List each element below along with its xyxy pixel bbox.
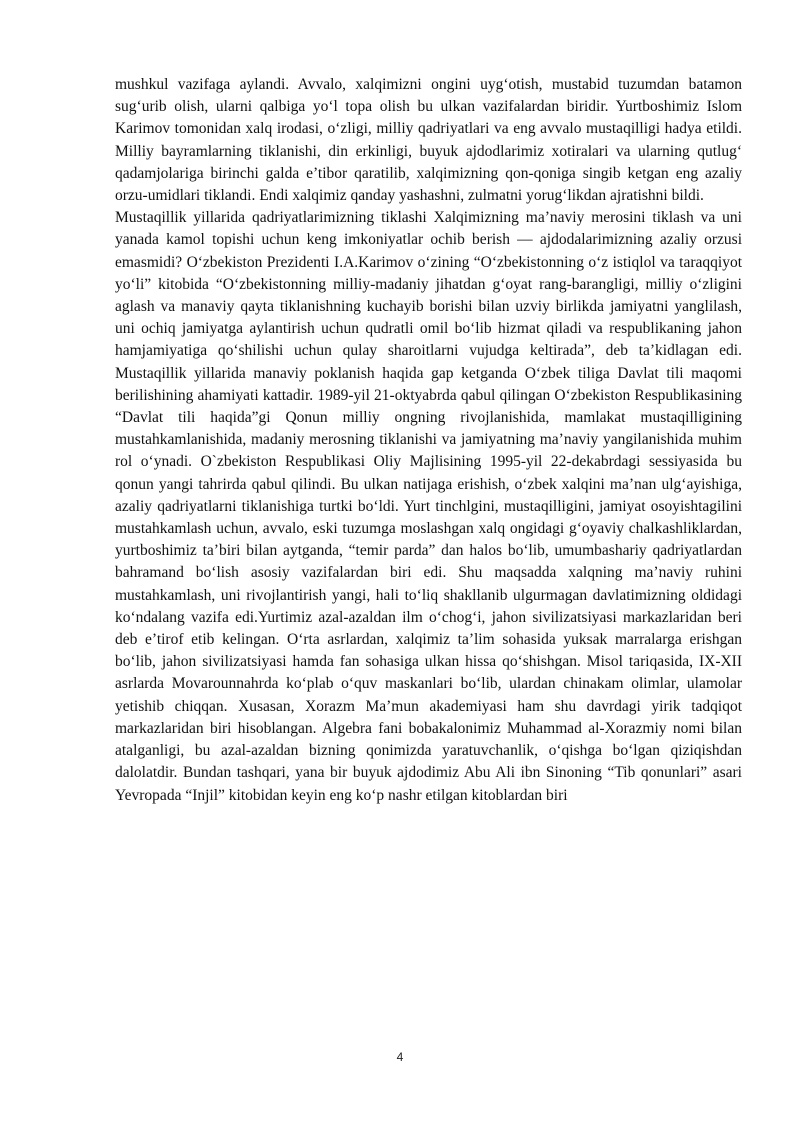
paragraph-1: mushkul vazifaga aylandi. Avvalo, xalqimizni ongini uyg‘otish, mustabid tuzumdan batamon sug‘urib olish, ularni qalbiga yo‘l topa olish bu ulkan vazifalardan biridir. Yurtboshimiz Islom Karimov tomonidan xalq irodasi, o‘zligi, milliy qadriyatlari va eng avvalo mustaqilligi hadya etildi. Milliy bayramlarning tiklanishi, din erkinligi, buyuk ajdodlarimiz xotiralari va ularning qutlug‘ qadamjolariga birinchi galda e’tibor qaratilib, xalqimizning qon-qoniga singib ketgan eng azaliy orzu-umidlari tiklandi. Endi xalqimiz qanday yashashni, zulmatni yorug‘likdan ajratishni bildi. [115, 76, 742, 205]
page-number: 4 [396, 1050, 404, 1064]
page-body [115, 74, 742, 807]
paragraph-2: Mustaqillik yillarida qadriyatlarimizning tiklashi Xalqimizning ma’naviy merosini tiklash va uni yanada kamol topishi uchun keng imkoniyatlar ochib berish — ajdodalarimizning azaliy orzusi emasmidi? O‘zbekiston Prezidenti I.A.Karimov o‘zining “O‘zbekistonning o‘z istiqlol va taraqqiyot yo‘li” kitobida “O‘zbekistonning milliy-madaniy jihatdan g‘oyat rang-barangligi, milliy o‘zligini aglash va manaviy qayta tiklanishning kuchayib borishi bilan uzviy birlikda jamiyatni yanglilash, uni ochiq jamiyatga aylantirish uchun qudratli omil bo‘lib hizmat qiladi va respublikaning jahon hamjamiyatiga qo‘shilishi uchun qulay sharoitlarni vujudga keltirada”, deb ta’kidlagan edi. Mustaqillik yillarida manaviy poklanish haqida gap ketganda O‘zbek tiliga Davlat tili maqomi berilishining ahamiyati kattadir. 1989-yil 21-oktyabrda qabul qilingan O‘zbekiston Respublikasining “Davlat tili haqida”gi Qonun milliy ongning rivojlanishida, mamlakat mustaqilligining mustahkamlanishida, madaniy merosning tiklanishi va jamiyatning ma’naviy yangilanishida muhim rol o‘ynadi. O`zbekiston Respublikasi Oliy Majlisining 1995-yil 22-dekabrdagi sessiyasida bu qonun yangi tahrirda qabul qilindi. Bu ulkan natijaga erishish, o‘zbek xalqini ma’nan ulg‘ayishiga, azaliy qadriyatlarni tiklanishiga turtki bo‘ldi. Yurt tinchlgini, mustaqilligini, jamiyat osoyishtagilini mustahkamlash uchun, avvalo, eski tuzumga moslashgan xalq ongidagi g‘oyaviy chalkashliklardan, yurtboshimiz ta’biri bilan aytganda, “temir parda” dan halos bo‘lib, umumbashariy qadriyatlardan bahramand bo‘lish asosiy vazifalardan biri edi. Shu maqsadda xalqning ma’naviy ruhini mustahkamlash, uni rivojlantirish yangi, hali to‘liq shakllanib ulgurmagan davlatimizning oldidagi ko‘ndalang vazifa edi.Yurtimiz azal-azaldan ilm o‘chog‘i, jahon sivilizatsiyasi markazlaridan beri deb e’tirof etib kelingan. O‘rta asrlardan, xalqimiz ta’lim sohasida yuksak marralarga erishgan bo‘lib, jahon sivilizatsiyasi hamda fan sohasiga ulkan hissa qo‘shishgan. Misol tariqasida, IX-XII asrlarda Movarounnahrda ko‘plab o‘quv maskanlari bo‘lib, ulardan chinakam olimlar, ulamolar yetishib chiqqan. Xusasan, Xorazm Ma’mun akademiyasi ham shu davrdagi yirik tadqiqot markazlaridan biri hisoblangan. Algebra fani bobakalonimiz Muhammad al-Xorazmiy nomi bilan atalganligi, bu azal-azaldan bizning qonimizda yaratuvchanlik, o‘qishga bo‘lgan qiziqishdan dalolatdir. Bundan tashqari, yana bir buyuk ajdodimiz Abu Ali ibn Sinoning “Tib qonunlari” asari Yevropada “Injil” kitobidan keyin eng ko‘p nashr etilgan kitoblardan biri [115, 209, 742, 804]
